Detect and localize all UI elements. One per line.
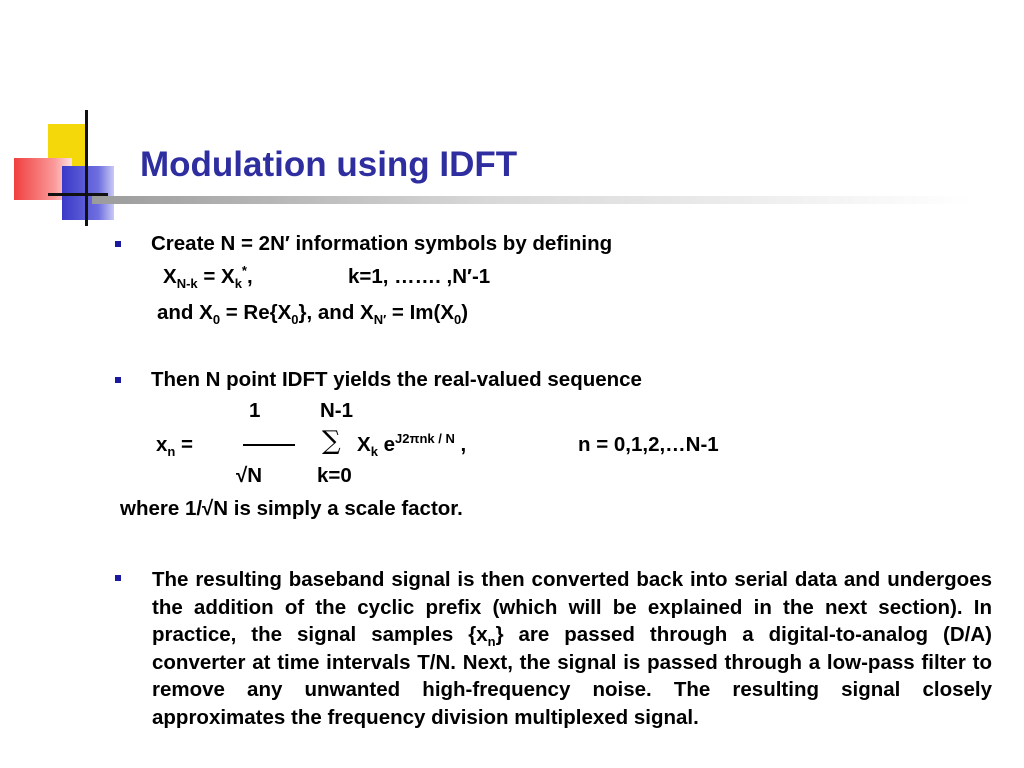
bullet-marker	[115, 377, 121, 383]
bullet-2-text: Then N point IDFT yields the real-valued sequence	[151, 368, 642, 391]
fraction-numerator: 1	[249, 399, 261, 422]
conjugate-equation: $X_{N-k} = X_k^*$,	[163, 263, 253, 292]
idft-lhs: $x_n$ =	[156, 433, 194, 460]
fraction-bar	[243, 444, 295, 446]
title-underline	[92, 196, 972, 204]
bullet-1-text: Create N = 2N′ information symbols by defining	[151, 232, 613, 255]
fraction-denominator: √N	[236, 464, 263, 487]
bullet-marker	[115, 241, 121, 247]
sum-upper-limit: N-1	[320, 399, 354, 422]
bullet-marker	[115, 575, 121, 581]
scale-factor-note: where 1/√N is simply a scale factor.	[120, 497, 463, 520]
boundary-equation: and $X_0 = Re\{X_0\}$, and $X_{N'} = Im(X_0)$	[157, 301, 469, 328]
idft-range: n = 0,1,2,…N-1	[578, 433, 719, 456]
summation-sign: ∑	[322, 426, 341, 456]
bullet-3-paragraph: The resulting baseband signal is then converted back into serial data and undergoes the addition of the cyclic prefix (which will be explained in the next section). In practice, the signal samples $\{x_n\}$ are passed through a digital-to-analog (D/A) converter at time intervals T/N. Next, the signal is passed through a low-pass filter to remove any unwanted high-frequency noise. The resulting signal closely approximates the frequency division multiplexed signal.	[152, 568, 992, 729]
sum-lower-limit: k=0	[317, 464, 352, 487]
decor-vertical-line	[85, 110, 88, 226]
slide-title: Modulation using IDFT	[140, 145, 518, 184]
conjugate-range: k=1, ……. ,N′-1	[348, 265, 491, 288]
idft-term: $X_k$ $e^{J2\pi nk / N}$ ,	[357, 431, 467, 460]
